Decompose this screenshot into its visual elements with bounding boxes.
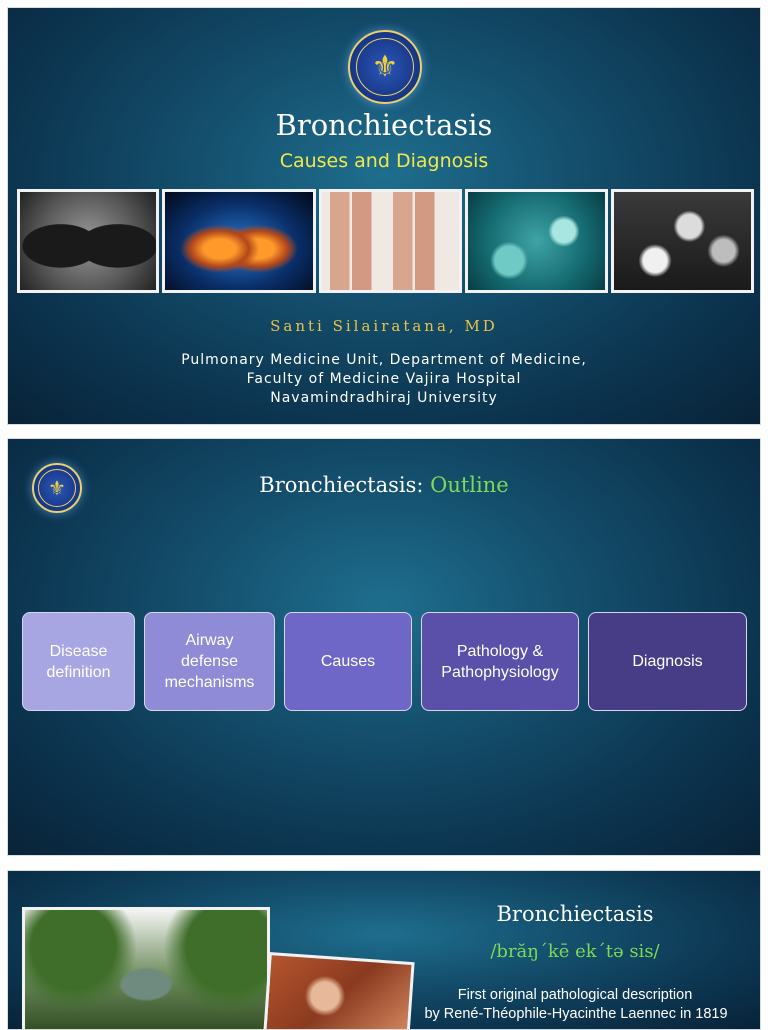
- affiliation-line-1: Pulmonary Medicine Unit, Department of Medicine,: [181, 352, 587, 368]
- affiliation-line-2: Faculty of Medicine Vajira Hospital: [246, 371, 522, 387]
- outline-box-disease-definition[interactable]: [22, 612, 135, 711]
- outline-box-label: [165, 630, 255, 693]
- outline-box-label: [441, 641, 558, 683]
- outline-label-line: definition: [46, 663, 111, 681]
- title-slide: [7, 7, 761, 425]
- outline-box-airway-defense[interactable]: [144, 612, 275, 711]
- outline-label-line: Airway: [185, 632, 234, 649]
- fleur-emblem-icon: ⚜: [371, 49, 399, 85]
- outline-label-line: defense: [181, 653, 238, 670]
- outline-label-line: Disease: [49, 642, 108, 660]
- slide-subtitle: Causes and Diagnosis: [279, 150, 489, 172]
- laennec-statue-photo: [22, 907, 270, 1030]
- outline-slide: [7, 438, 761, 856]
- outline-label-line: Pathophysiology: [441, 663, 559, 681]
- pathology-specimen-photo: [263, 952, 414, 1030]
- author-name: Santi Silairatana, MD: [270, 317, 498, 335]
- history-slide: [7, 870, 761, 1030]
- outline-box-label: [46, 641, 110, 683]
- ct-scan-photo: [17, 189, 159, 293]
- microscopy-photo: [465, 189, 608, 293]
- fleur-emblem-icon: ⚜: [48, 476, 66, 500]
- outline-box-diagnosis[interactable]: [588, 612, 747, 711]
- outline-box-label: [632, 651, 702, 672]
- outline-box-label: [321, 651, 375, 672]
- outline-title: [8, 473, 760, 497]
- outline-title-accent: Outline: [430, 473, 509, 497]
- lungs-illustration-photo: [162, 189, 316, 293]
- clubbed-fingers-photo: [319, 189, 462, 293]
- outline-label-line: Causes: [320, 653, 376, 670]
- history-desc-line-1: First original pathological description: [457, 987, 693, 1003]
- pronunciation: /brăŋˊkē ekˊtə sis/: [490, 941, 660, 962]
- affiliation-line-3: Navamindradhiraj University: [270, 390, 498, 406]
- university-logo: [348, 30, 422, 104]
- outline-label-line: mechanisms: [164, 674, 255, 691]
- slide-title: Bronchiectasis: [275, 108, 493, 142]
- outline-box-pathology[interactable]: [421, 612, 579, 711]
- outline-title-prefix: Bronchiectasis:: [259, 473, 431, 497]
- outline-box-causes[interactable]: [284, 612, 412, 711]
- history-title: Bronchiectasis: [496, 902, 654, 926]
- history-desc-line-2: by René-Théophile-Hyacinthe Laennec in 1819: [424, 1006, 728, 1022]
- outline-label-line: Diagnosis: [632, 653, 703, 670]
- outline-label-line: Pathology &: [456, 642, 544, 660]
- bronchogram-photo: [611, 189, 754, 293]
